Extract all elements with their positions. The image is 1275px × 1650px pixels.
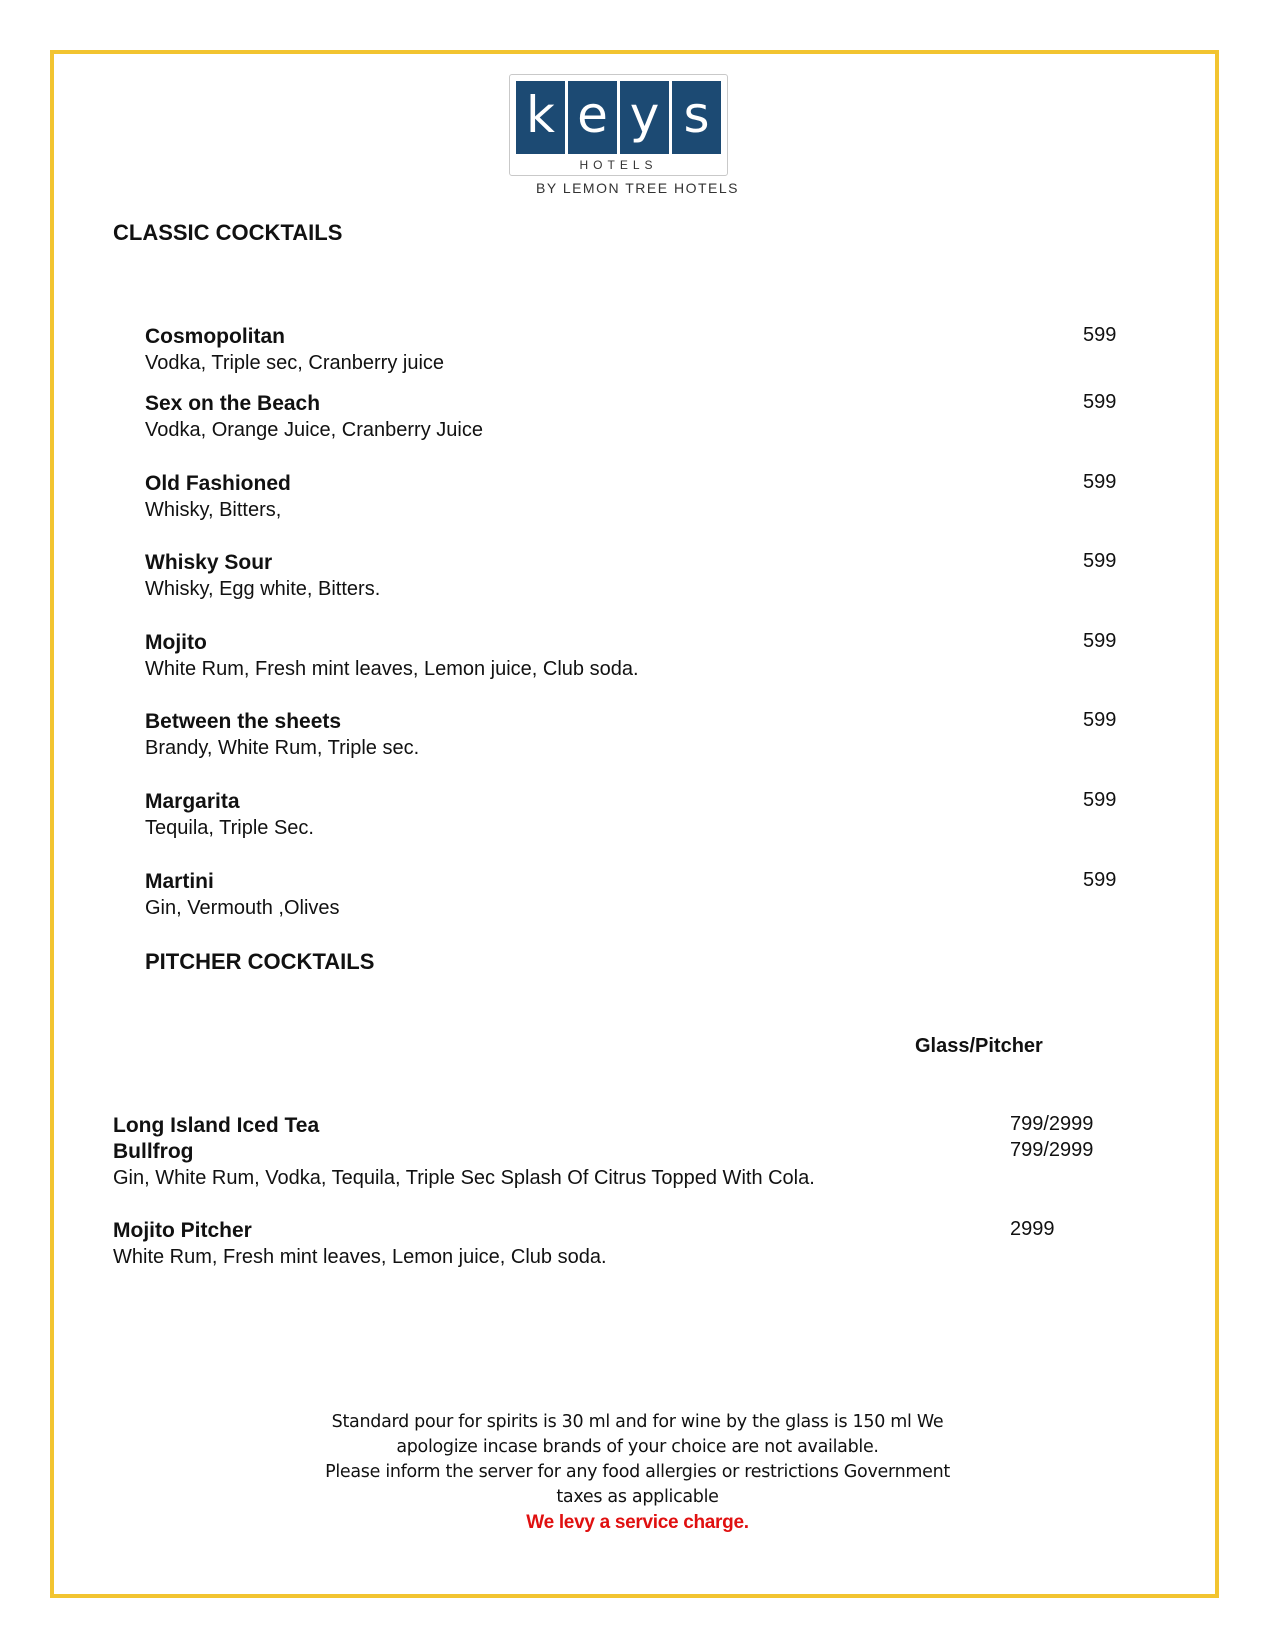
menu-item-cosmopolitan bbox=[145, 324, 1125, 376]
menu-item-mojito-pitcher bbox=[113, 1218, 1093, 1270]
item-description: Gin, Vermouth ,Olives bbox=[145, 897, 340, 919]
menu-item-long-island-iced-tea bbox=[113, 1113, 1093, 1139]
item-price: 599 bbox=[1083, 630, 1117, 652]
footer-line: Standard pour for spirits is 30 ml and for wine by the glass is 150 ml We bbox=[331, 1412, 944, 1432]
item-name: Between the sheets bbox=[145, 710, 342, 733]
item-name: Whisky Sour bbox=[145, 551, 273, 574]
menu-item-sex-on-the-beach bbox=[145, 391, 1125, 443]
item-price: 2999 bbox=[1010, 1218, 1055, 1240]
item-price: 599 bbox=[1083, 789, 1117, 811]
item-price: 599 bbox=[1083, 471, 1117, 493]
logo-hotels-text: HOTELS bbox=[579, 158, 658, 172]
logo-letter: y bbox=[620, 81, 669, 154]
item-price: 599 bbox=[1083, 709, 1117, 731]
item-description: Brandy, White Rum, Triple sec. bbox=[145, 737, 420, 759]
item-name: Mojito Pitcher bbox=[113, 1219, 252, 1242]
item-description: Tequila, Triple Sec. bbox=[145, 817, 314, 839]
item-description: Vodka, Orange Juice, Cranberry Juice bbox=[145, 419, 483, 441]
item-description: White Rum, Fresh mint leaves, Lemon juice, Club soda. bbox=[113, 1246, 607, 1268]
item-price: 599 bbox=[1083, 324, 1117, 346]
item-description: Gin, White Rum, Vodka, Tequila, Triple Sec Splash Of Citrus Topped With Cola. bbox=[113, 1167, 815, 1189]
item-name: Margarita bbox=[145, 790, 240, 813]
keys-hotels-logo bbox=[509, 74, 728, 176]
item-name: Mojito bbox=[145, 631, 207, 654]
menu-item-between-the-sheets bbox=[145, 709, 1125, 761]
item-price: 599 bbox=[1083, 391, 1117, 413]
item-name: Martini bbox=[145, 870, 214, 893]
item-name: Sex on the Beach bbox=[145, 392, 321, 415]
menu-item-mojito bbox=[145, 630, 1125, 682]
menu-item-old-fashioned bbox=[145, 471, 1125, 523]
item-name: Old Fashioned bbox=[145, 472, 291, 495]
glass-pitcher-column-label: Glass/Pitcher bbox=[915, 1035, 1043, 1057]
item-name: Long Island Iced Tea bbox=[113, 1114, 320, 1137]
menu-item-whisky-sour bbox=[145, 550, 1125, 602]
item-name: Bullfrog bbox=[113, 1140, 194, 1163]
item-description: White Rum, Fresh mint leaves, Lemon juice, Club soda. bbox=[145, 658, 639, 680]
pitcher-cocktails-heading: PITCHER COCKTAILS bbox=[145, 949, 375, 974]
item-price: 599 bbox=[1083, 550, 1117, 572]
item-description: Whisky, Bitters, bbox=[145, 499, 282, 521]
item-name: Cosmopolitan bbox=[145, 325, 285, 348]
footer-line: Please inform the server for any food allergies or restrictions Government bbox=[325, 1462, 950, 1482]
menu-item-martini bbox=[145, 869, 1125, 921]
logo-letter: k bbox=[516, 81, 565, 154]
footer-line: taxes as applicable bbox=[556, 1487, 719, 1507]
logo-letter: s bbox=[672, 81, 721, 154]
item-description: Whisky, Egg white, Bitters. bbox=[145, 578, 381, 600]
logo-letters bbox=[516, 81, 721, 154]
menu-footer-notes bbox=[300, 1410, 975, 1535]
footer-line: apologize incase brands of your choice are not available. bbox=[396, 1437, 879, 1457]
logo-tagline: BY LEMON TREE HOTELS bbox=[536, 180, 739, 196]
item-price: 599 bbox=[1083, 869, 1117, 891]
classic-cocktails-heading: CLASSIC COCKTAILS bbox=[113, 220, 343, 245]
item-description: Vodka, Triple sec, Cranberry juice bbox=[145, 352, 445, 374]
item-price: 799/2999 bbox=[1010, 1113, 1094, 1135]
menu-item-bullfrog bbox=[113, 1139, 1093, 1191]
service-charge-notice: We levy a service charge. bbox=[526, 1512, 749, 1533]
item-price: 799/2999 bbox=[1010, 1139, 1094, 1161]
menu-item-margarita bbox=[145, 789, 1125, 841]
logo-letter: e bbox=[568, 81, 617, 154]
